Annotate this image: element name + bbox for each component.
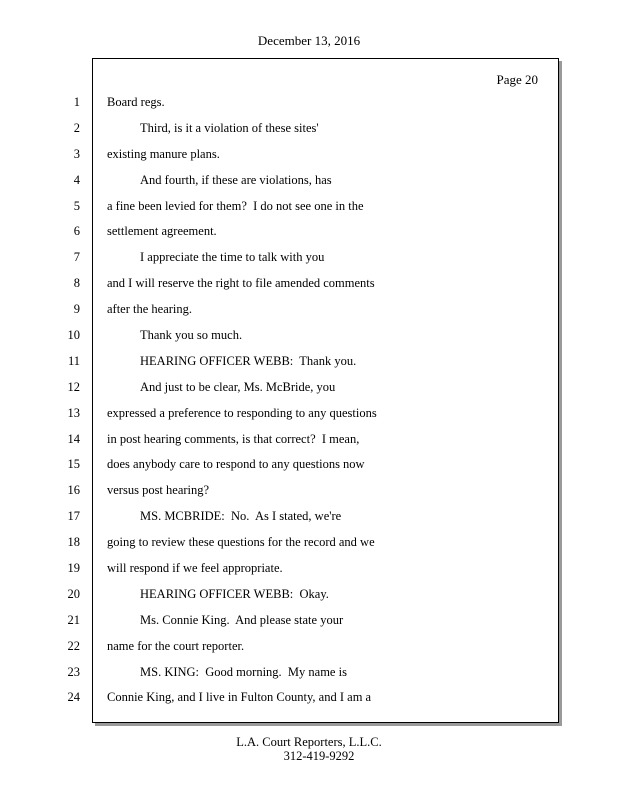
transcript-line [0, 612, 618, 638]
line-number: 21 [67, 612, 80, 627]
transcript-line [0, 534, 618, 560]
transcript-line [0, 353, 618, 379]
line-number: 19 [67, 561, 80, 576]
transcript-line [0, 431, 618, 457]
transcript-line [0, 586, 618, 612]
transcript-line [0, 508, 618, 534]
transcript-line [0, 689, 618, 715]
line-text: And fourth, if these are violations, has [140, 172, 332, 187]
transcript-line [0, 405, 618, 431]
footer [0, 735, 618, 763]
transcript-line [0, 120, 618, 146]
line-number: 9 [73, 302, 80, 317]
line-number: 4 [73, 172, 80, 187]
line-text: And just to be clear, Ms. McBride, you [140, 379, 336, 394]
line-number: 16 [67, 483, 80, 498]
transcript-line [0, 94, 618, 120]
line-text: after the hearing. [107, 302, 193, 317]
transcript-lines [0, 94, 618, 715]
line-text: a fine been levied for them? I do not see one in the [107, 198, 364, 213]
line-number: 17 [67, 509, 80, 524]
line-text: I appreciate the time to talk with you [140, 250, 325, 265]
transcript-line [0, 249, 618, 275]
header-date: December 13, 2016 [257, 33, 361, 48]
transcript-line [0, 456, 618, 482]
line-number: 20 [67, 586, 80, 601]
transcript-line [0, 146, 618, 172]
line-text: going to review these questions for the record and we [107, 535, 375, 550]
line-text: Third, is it a violation of these sites' [140, 120, 319, 135]
line-number: 24 [67, 690, 80, 705]
line-text: Thank you so much. [140, 328, 243, 343]
line-number: 18 [67, 535, 80, 550]
line-text: MS. MCBRIDE: No. As I stated, we're [140, 509, 342, 524]
footer-phone: 312-419-9292 [283, 749, 355, 763]
transcript-line [0, 275, 618, 301]
line-text: Connie King, and I live in Fulton County, and I am a [107, 690, 372, 705]
transcript-line [0, 638, 618, 664]
footer-company: L.A. Court Reporters, L.L.C. [236, 735, 382, 749]
line-text: in post hearing comments, is that correct? I mean, [107, 431, 360, 446]
transcript-line [0, 664, 618, 690]
line-number: 23 [67, 664, 80, 679]
transcript-line [0, 301, 618, 327]
line-number: 5 [73, 198, 80, 213]
line-number: 3 [73, 146, 80, 161]
line-number: 13 [67, 405, 80, 420]
line-number: 14 [67, 431, 80, 446]
line-text: and I will reserve the right to file amended comments [107, 276, 375, 291]
line-text: versus post hearing? [107, 483, 210, 498]
transcript-line [0, 560, 618, 586]
line-text: expressed a preference to responding to any questions [107, 405, 377, 420]
line-number: 15 [67, 457, 80, 472]
line-number: 7 [73, 250, 80, 265]
line-text: Board regs. [107, 95, 165, 109]
line-text: settlement agreement. [107, 224, 217, 239]
transcript-line [0, 482, 618, 508]
line-number: 10 [67, 328, 80, 343]
transcript-line [0, 223, 618, 249]
line-text: name for the court reporter. [107, 638, 245, 653]
line-number: 6 [73, 224, 80, 239]
line-text: MS. KING: Good morning. My name is [140, 664, 347, 679]
page-number: Page 20 [496, 72, 538, 87]
line-text: does anybody care to respond to any questions now [107, 457, 365, 472]
line-number: 8 [73, 276, 80, 291]
transcript-line [0, 172, 618, 198]
transcript-line [0, 379, 618, 405]
transcript-line [0, 198, 618, 224]
line-text: HEARING OFFICER WEBB: Thank you. [140, 353, 357, 368]
line-text: existing manure plans. [107, 146, 220, 161]
transcript-line [0, 327, 618, 353]
line-number: 22 [67, 638, 80, 653]
line-text: HEARING OFFICER WEBB: Okay. [140, 586, 329, 601]
line-text: Ms. Connie King. And please state your [140, 612, 344, 627]
line-number: 12 [67, 379, 80, 394]
line-text: will respond if we feel appropriate. [107, 561, 283, 576]
line-number: 1 [73, 95, 80, 109]
line-number: 2 [73, 120, 80, 135]
line-number: 11 [67, 353, 80, 368]
